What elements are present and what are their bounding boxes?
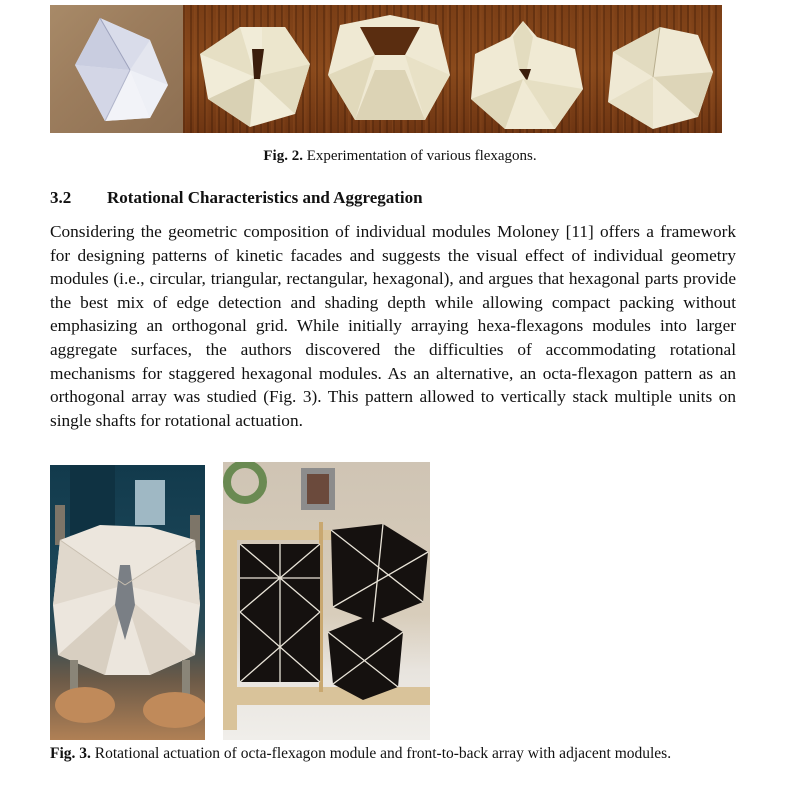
section-title: Rotational Characteristics and Aggregation	[107, 188, 423, 207]
figure-2-images-wood	[183, 5, 722, 133]
white-octa-flexagon-illustration	[50, 465, 205, 740]
white-hexaflexagon-illustration	[50, 5, 183, 133]
figure-3-image-right	[223, 462, 430, 740]
figure-2-caption	[50, 148, 750, 165]
body-paragraph-container	[50, 220, 736, 432]
black-octa-flexagon-array-illustration	[223, 462, 430, 740]
figure-3-caption	[50, 742, 736, 765]
section-heading	[50, 188, 423, 208]
figure-2-caption-text: Experimentation of various flexagons.	[302, 148, 537, 164]
figure-3-caption-label: Fig. 3.	[50, 745, 91, 762]
figure-3-image-left	[50, 465, 205, 740]
figure-2-image-1	[50, 5, 183, 133]
figure-2-caption-label: Fig. 2.	[263, 148, 303, 164]
cream-hexaflexagons-illustration	[183, 5, 722, 133]
figure-3-caption-text: Rotational actuation of octa-flexagon module and front-to-back array with adjacent modules.	[90, 745, 672, 762]
body-paragraph: Considering the geometric composition of individual modules Moloney [11] offers a framework for designing patterns of kinetic facades and suggests the visual effect of individual geometry modules (i.e., circular, triangular, rectangular, hexagonal), and argues that hexagonal parts provide the best mix of edge detection and shading depth while allowing compact packing without emphasizing an orthogonal grid. While initially arraying hexa-flexagons modules into larger aggregate surfaces, the authors discovered the difficulties of accommodating rotational mechanisms for staggered hexagonal modules. As an alternative, an octa-flexagon pattern as an orthogonal array was studied (Fig. 3). This pattern allowed to vertically stack multiple units on single shafts for rotational actuation.	[50, 222, 736, 430]
figure-2-image-strip	[50, 5, 722, 133]
section-number: 3.2	[50, 188, 72, 207]
